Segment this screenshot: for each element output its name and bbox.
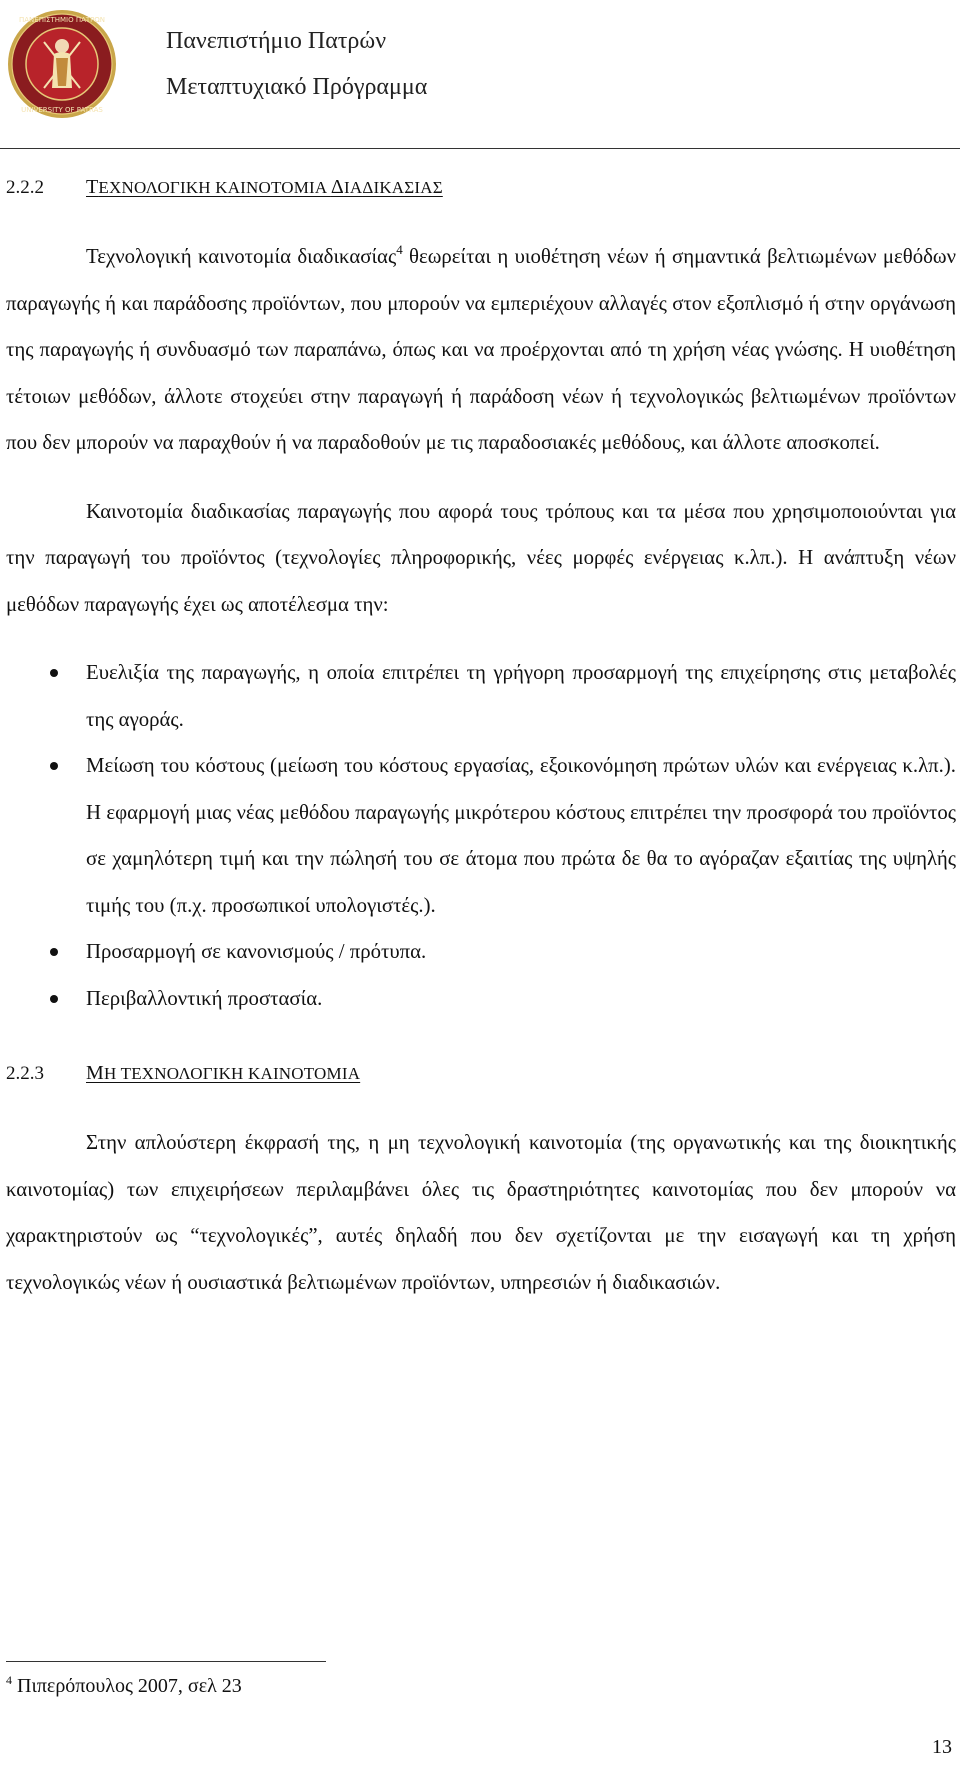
bullet-icon: [50, 762, 58, 770]
section-title: ΜΗ ΤΕΧΝΟΛΟΓΙΚΗ ΚΑΙΝΟΤΟΜΙΑ: [86, 1062, 361, 1084]
list-item: Μείωση του κόστους (μείωση του κόστους εργασίας, εξοικονόμηση πρώτων υλών και ενέργειας κ.λπ.). Η εφαρμογή μιας νέας μεθόδου παραγωγής μικρότερου κόστους επιτρέπει την προσφορά του προϊόντος σε χαμηλότερη τιμή και την πώλησή του σε άτομα που πρώτα δε θα το αγόραζαν εξαιτίας της υψηλής τιμής του (π.χ. προσωπικοί υπολογιστές.).: [6, 743, 956, 929]
header-divider: [0, 148, 960, 149]
list-item: Περιβαλλοντική προστασία.: [6, 976, 956, 1023]
svg-text:UNIVERSITY OF PATRAS: UNIVERSITY OF PATRAS: [21, 106, 103, 114]
section-heading-2-2-3: [6, 1062, 956, 1096]
svg-text:ΠΑΝΕΠΙΣΤΗΜΙΟ ΠΑΤΡΩΝ: ΠΑΝΕΠΙΣΤΗΜΙΟ ΠΑΤΡΩΝ: [19, 16, 105, 24]
bullet-icon: [50, 669, 58, 677]
section-number: 2.2.2: [6, 177, 44, 198]
page-header: [0, 0, 960, 150]
header-university: Πανεπιστήμιο Πατρών: [166, 28, 387, 54]
footnote: $^4$ Πιπερόπουλος 2007, σελ 23: [6, 1673, 242, 1697]
section-number: 2.2.3: [6, 1063, 44, 1084]
page-body: [6, 176, 956, 1306]
bullet-icon: [50, 995, 58, 1003]
bullet-icon: [50, 948, 58, 956]
page-number: 13: [932, 1736, 952, 1758]
list-item: Προσαρμογή σε κανονισμούς / πρότυπα.: [6, 929, 956, 976]
section-heading-2-2-2: [6, 176, 956, 210]
footnote-divider: [6, 1661, 326, 1662]
university-of-patras-seal-icon: [6, 8, 118, 120]
header-program: Μεταπτυχιακό Πρόγραμμα: [166, 74, 428, 100]
bullet-list: [6, 650, 956, 1022]
list-item: Ευελιξία της παραγωγής, η οποία επιτρέπει τη γρήγορη προσαρμογή της επιχείρησης στις μεταβολές της αγοράς.: [6, 650, 956, 743]
paragraph-production-process: Καινοτομία διαδικασίας παραγωγής που αφορά τους τρόπους και τα μέσα που χρησιμοποιούνται για την παραγωγή του προϊόντος (τεχνολογίες πληροφορικής, νέες μορφές ενέργειας κ.λπ.). Η ανάπτυξη νέων μεθόδων παραγωγής έχει ως αποτέλεσμα την:: [6, 499, 956, 616]
paragraph-non-tech-innovation: Στην απλούστερη έκφρασή της, η μη τεχνολογική καινοτομία (της οργανωτικής και της διοικητικής καινοτομίας) των επιχειρήσεων περιλαμβάνει όλες τις δραστηριότητες καινοτομίας που δεν μπορούν να χαρακτηριστούν ως “τεχνολογικές”, αυτές δηλαδή που δεν σχετίζονται με την εισαγωγή και τη χρήση τεχνολογικώς νέων ή ουσιαστικά βελτιωμένων προϊόντων, υπηρεσιών ή διαδικασιών.: [6, 1131, 956, 1294]
footnote-ref[interactable]: 4: [396, 242, 403, 257]
section-title: ΤΕΧΝΟΛΟΓΙΚΗ ΚΑΙΝΟΤΟΜΙΑ ΔΙΑΔΙΚΑΣΙΑΣ: [86, 176, 443, 198]
paragraph-process-innovation: Τεχνολογική καινοτομία διαδικασίας$^4$ θεωρείται η υιοθέτηση νέων ή σημαντικά βελτιωμένων μεθόδων παραγωγής ή και παράδοσης προϊόντων, που μπορούν να εμπεριέχουν αλλαγές στον εξοπλισμό ή στην οργάνωση της παραγωγής ή συνδυασμό των παραπάνω, όπως και να προέρχονται από τη χρήση νέας γνώσης. Η υιοθέτηση τέτοιων μεθόδων, άλλοτε στοχεύει στην παραγωγή ή παράδοση νέων ή τεχνολογικώς βελτιωμένων προϊόντων που δεν μπορούν να παραχθούν ή να παραδοθούν με τις παραδοσιακές μεθόδους, και άλλοτε αποσκοπεί.: [6, 242, 956, 454]
